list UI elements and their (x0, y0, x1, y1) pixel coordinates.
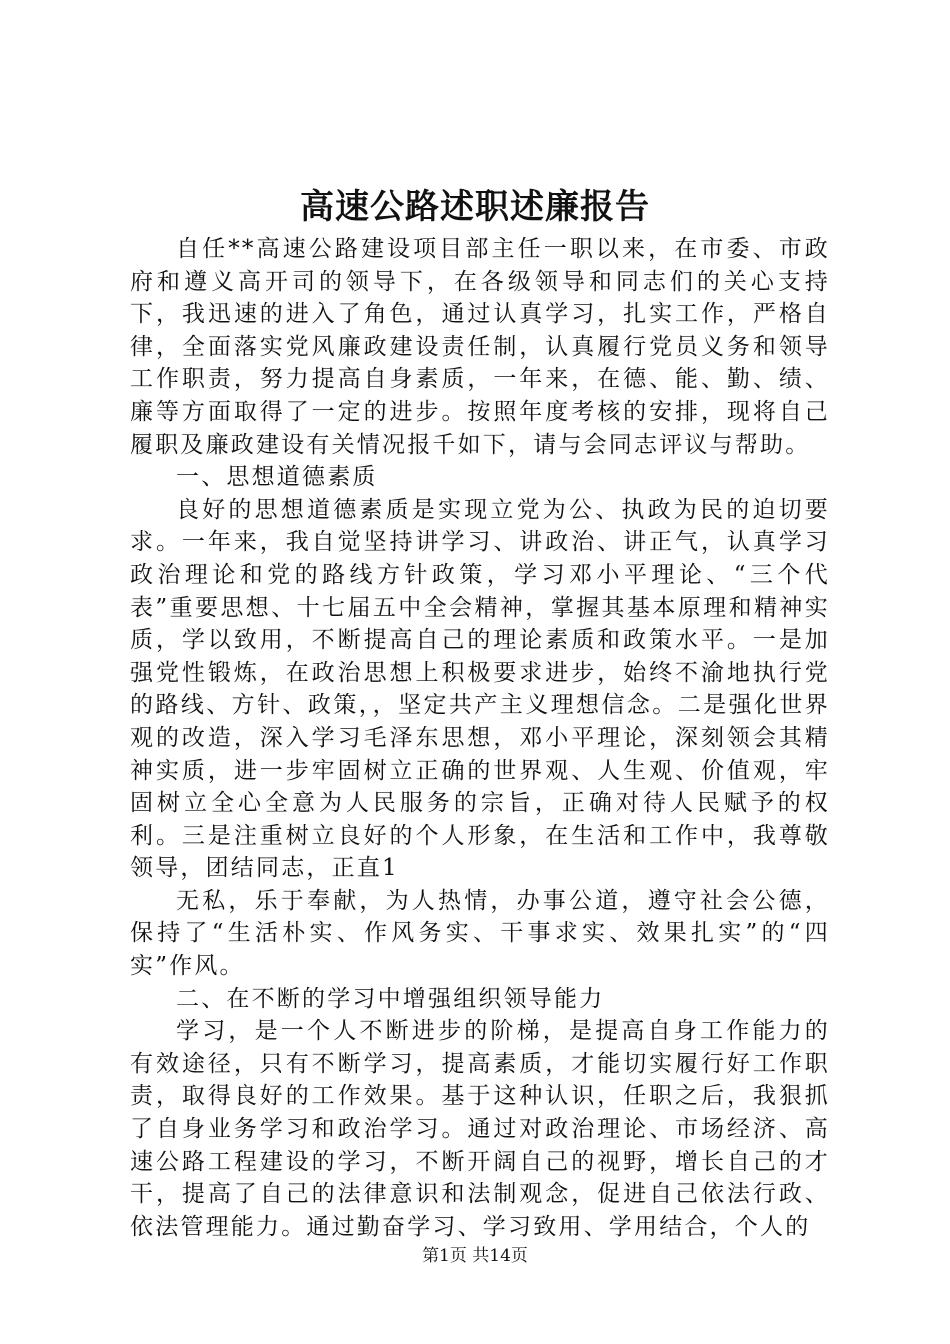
section-heading-1: 一、思想道德素质 (176, 464, 378, 491)
section-heading-2: 二、在不断的学习中增强组织领导能力 (176, 985, 605, 1012)
paragraph-intro: 自任**高速公路建设项目部主任一职以来，在市委、市政府和遵义高开司的领导下，在各级领导和同志们的关心支持下，我迅速的进入了角色，通过认真学习，扎实工作，严格自律，全面落实党风廉政建设责任制，认真履行党员义务和领导工作职责，努力提高自身素质，一年来，在德、能、勤、绩、廉等方面取得了一定的进步。按照年度考核的安排，现将自己履职及廉政建设有关情况报千如下，请与会同志评议与帮助。 (130, 236, 830, 458)
paragraph-learning: 学习，是一个人不断进步的阶梯，是提高自身工作能力的有效途径，只有不断学习，提高素质，才能切实履行好工作职责，取得良好的工作效果。基于这种认识，任职之后，我狠抓了自身业务学习和政治学习。通过对政治理论、市场经济、高速公路工程建设的学习，不断开阔自己的视野，增长自己的才干，提高了自己的法律意识和法制观念，促进自己依法行政、依法管理能力。通过勤奋学习、学习致用、学用结合，个人的 (130, 1018, 830, 1240)
page-footer: 第1页 共14页 (422, 1246, 528, 1266)
document-body (130, 233, 830, 1243)
paragraph-moral-quality: 良好的思想道德素质是实现立党为公、执政为民的迫切要求。一年来，我自觉坚持讲学习、讲政治、讲正气，认真学习政治理论和党的路线方针政策，学习邓小平理论、“三个代表”重要思想、十七届五中全会精神，掌握其基本原理和精神实质，学以致用，不断提高自己的理论素质和政策水平。一是加强党性锻炼，在政治思想上积极要求进步，始终不渝地执行党的路线、方针、政策，，坚定共产主义理想信念。二是强化世界观的改造，深入学习毛泽东思想，邓小平理论，深刻领会其精神实质，进一步牢固树立正确的世界观、人生观、价值观，牢固树立全心全意为人民服务的宗旨，正确对待人民赋予的权利。三是注重树立良好的个人形象，在生活和工作中，我尊敬领导，团结同志，正直1 (130, 496, 830, 882)
document-title: 高速公路述职述廉报告 (300, 187, 650, 227)
paragraph-work-style: 无私，乐于奉献，为人热情，办事公道，遵守社会公德，保持了“生活朴实、作风务实、干事求实、效果扎实”的“四实”作风。 (130, 887, 830, 980)
